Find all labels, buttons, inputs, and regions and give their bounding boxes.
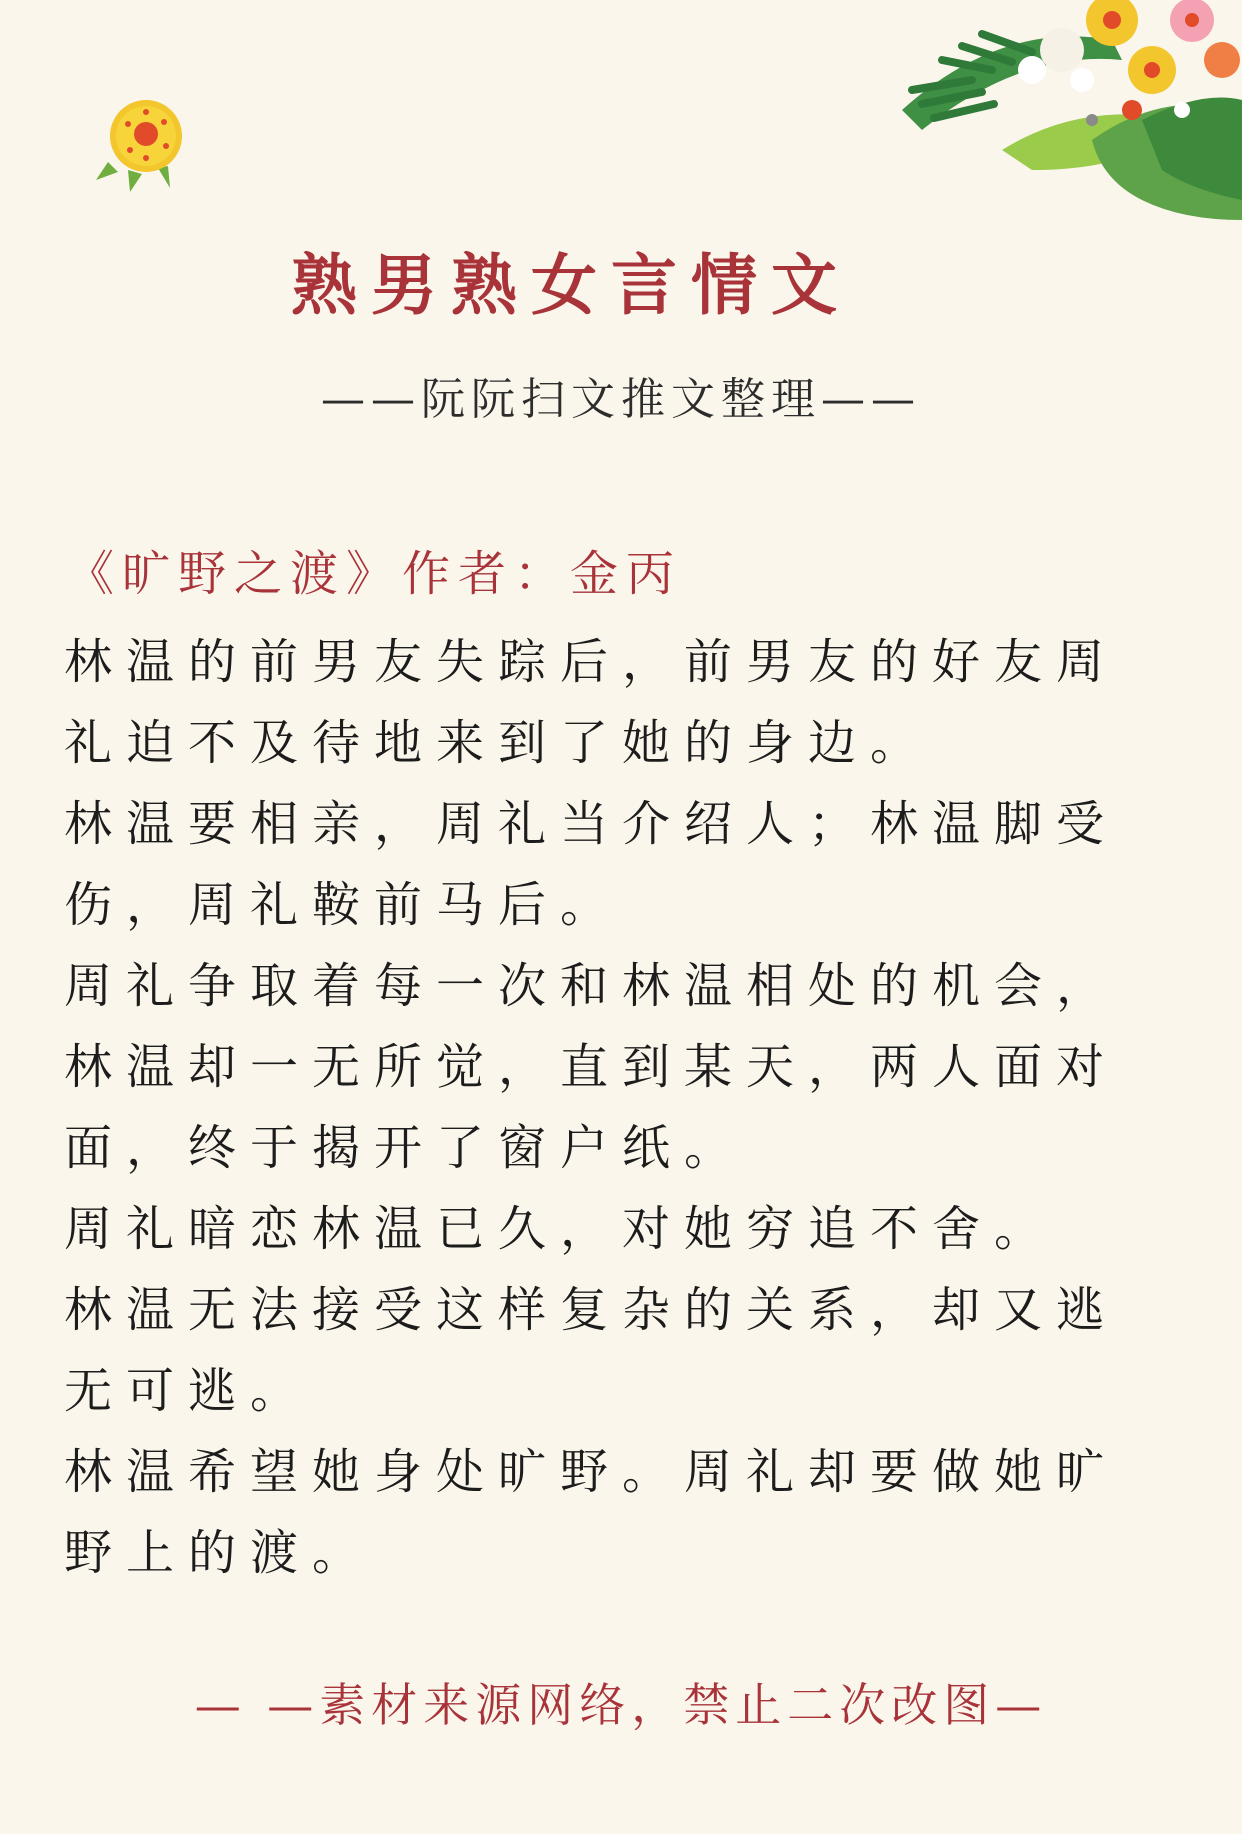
footer-note: — —素材来源网络，禁止二次改图— (194, 1678, 1048, 1732)
yellow-flower-icon (88, 84, 198, 194)
book-title: 《旷野之渡》作者：金丙 (66, 546, 683, 602)
synopsis-paragraph: 林温要相亲，周礼当介绍人；林温脚受伤，周礼鞍前马后。 (64, 796, 1119, 933)
synopsis-paragraph: 林温的前男友失踪后，前男友的好友周礼迫不及待地来到了她的身边。 (64, 634, 1119, 771)
page-subtitle: ——阮阮扫文推文整理—— (321, 374, 921, 425)
synopsis-paragraph: 周礼暗恋林温已久，对她穷追不舍。 (64, 1201, 1057, 1257)
synopsis-paragraph: 周礼争取着每一次和林温相处的机会，林温却一无所觉，直到某天，两人面对面，终于揭开了窗户纸。 (64, 958, 1119, 1176)
synopsis-paragraph: 林温无法接受这样复杂的关系，却又逃无可逃。 (64, 1282, 1119, 1419)
book-synopsis (64, 622, 1134, 1594)
synopsis-paragraph: 林温希望她身处旷野。周礼却要做她旷野上的渡。 (64, 1444, 1119, 1581)
page-title: 熟男熟女言情文 (291, 246, 851, 324)
flower-bouquet-icon (882, 0, 1242, 220)
